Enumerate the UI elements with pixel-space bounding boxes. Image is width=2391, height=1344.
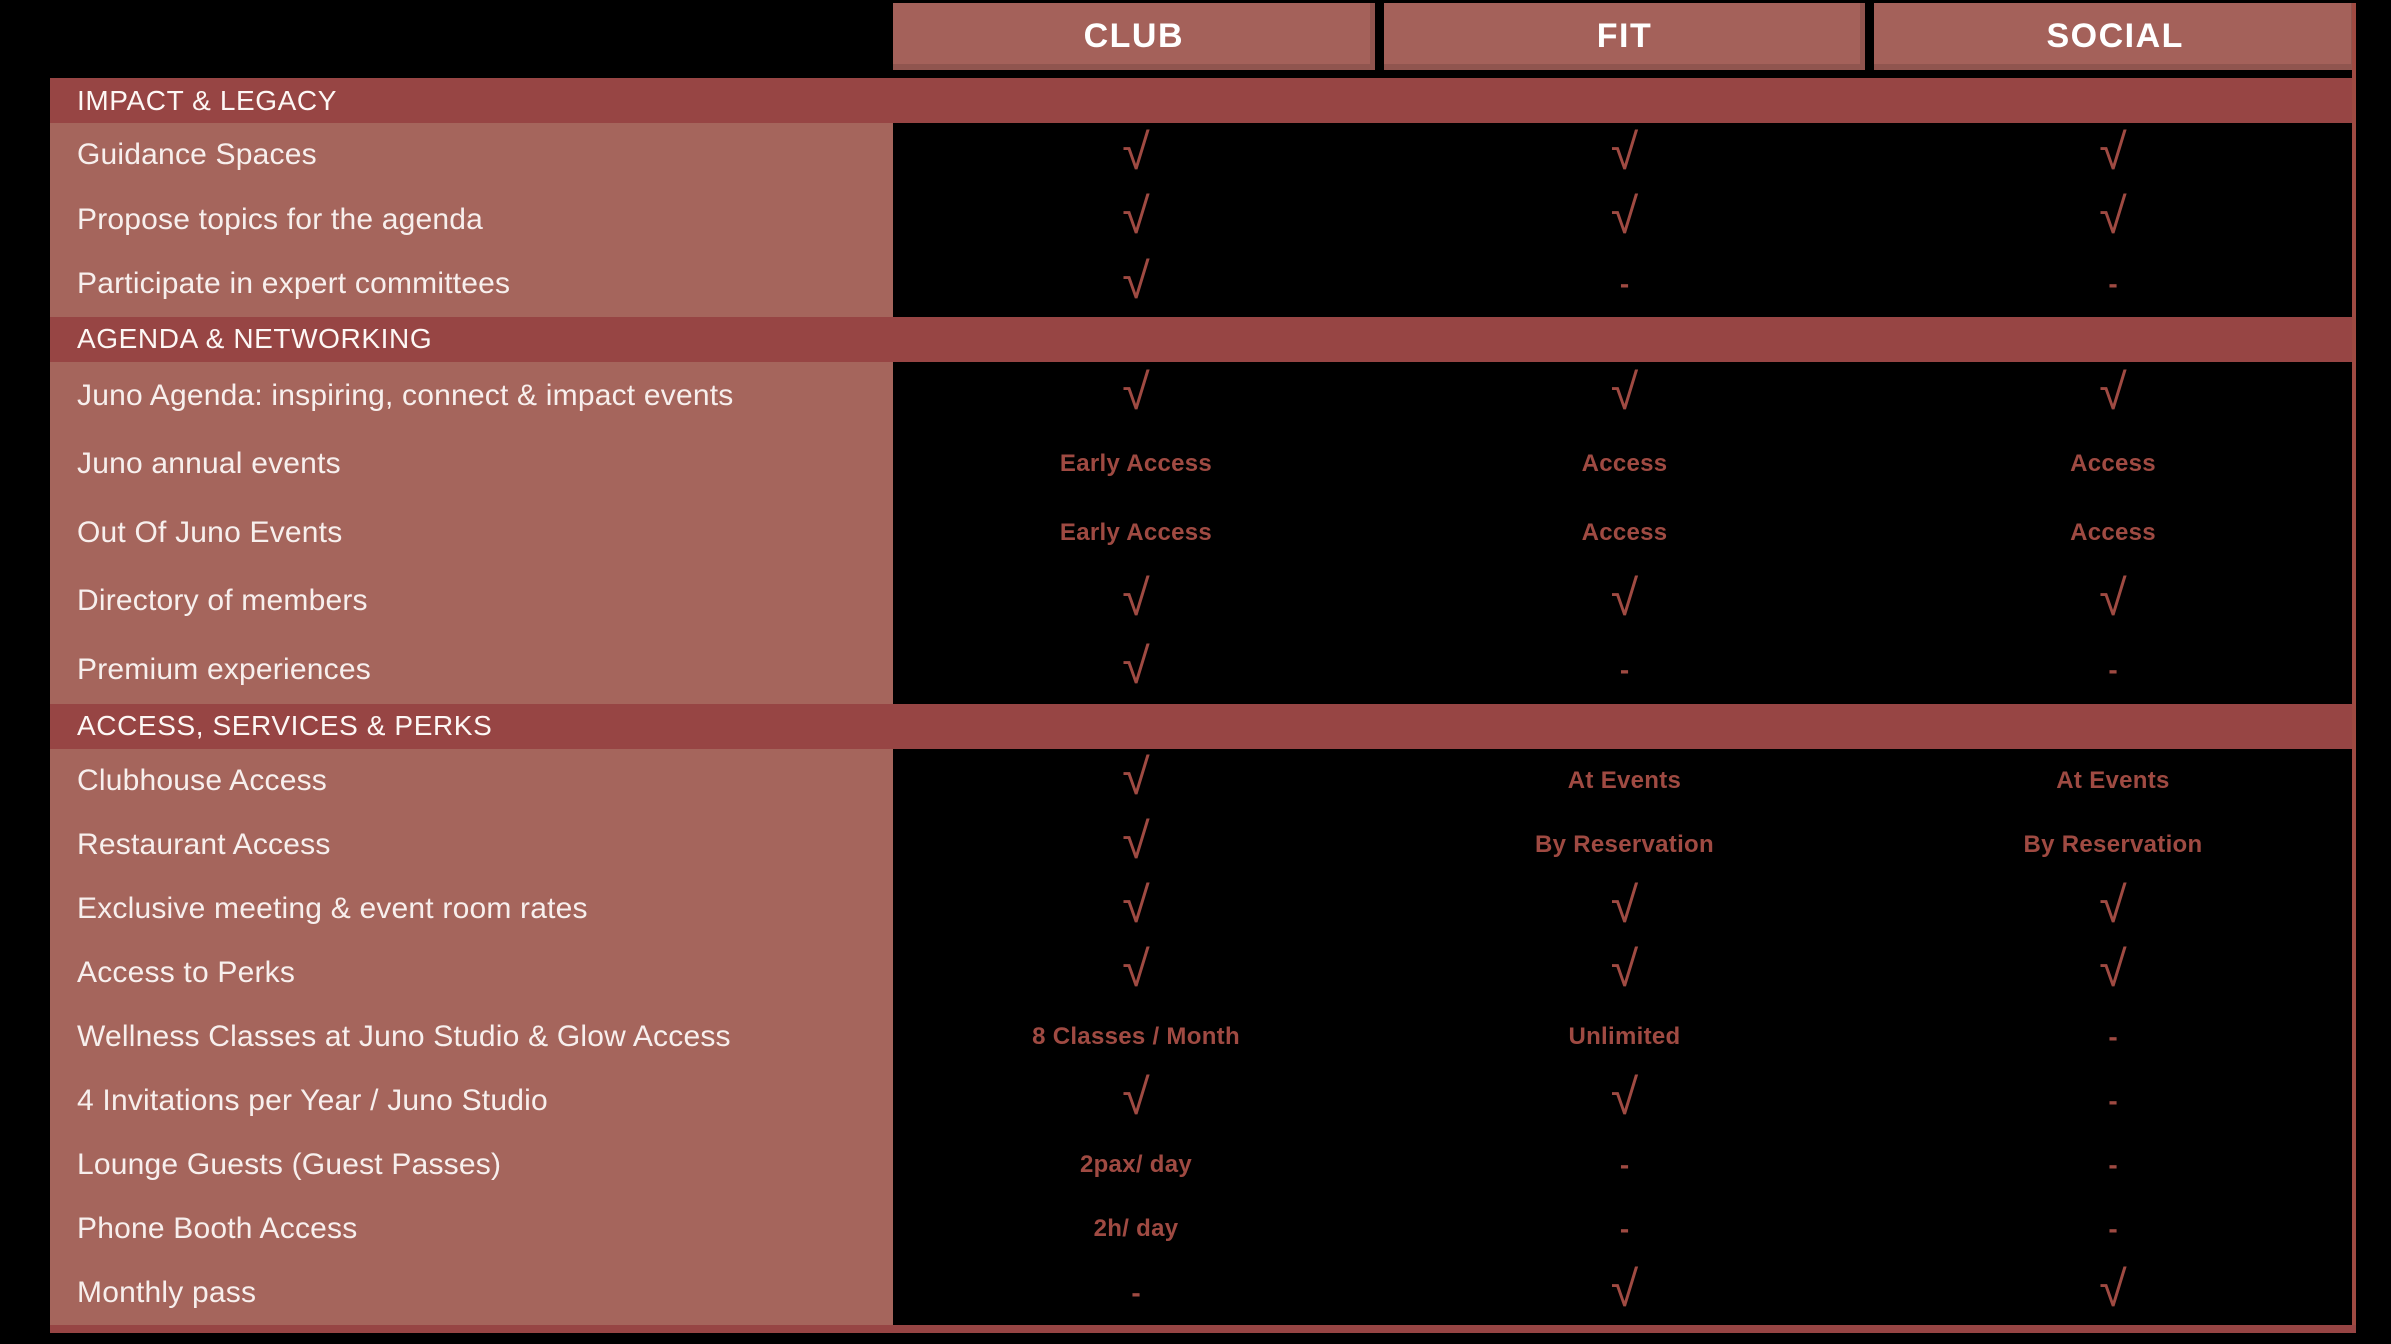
cell-value: Access xyxy=(1581,450,1668,478)
cell-value: 8 Classes / Month xyxy=(1032,1022,1240,1050)
table-row xyxy=(50,941,2356,1005)
table-row xyxy=(50,1069,2356,1133)
cell-club xyxy=(893,941,1379,1005)
check-icon: √ xyxy=(1122,569,1150,626)
row-label: Exclusive meeting & event room rates xyxy=(50,877,893,941)
cell-fit xyxy=(1379,813,1870,877)
row-label: Juno annual events xyxy=(50,430,893,498)
table-row xyxy=(50,1005,2356,1069)
dash-icon: - xyxy=(2108,1020,2118,1052)
cell-fit xyxy=(1379,877,1870,941)
cell-value: By Reservation xyxy=(2023,830,2203,858)
cell-club xyxy=(893,499,1379,567)
table-row xyxy=(50,1261,2356,1325)
cell-club xyxy=(893,877,1379,941)
cell-social xyxy=(1870,1133,2356,1197)
check-icon: √ xyxy=(1122,188,1150,245)
dash-icon: - xyxy=(2108,1084,2118,1116)
cell-fit xyxy=(1379,123,1870,188)
section-header: ACCESS, SERVICES & PERKS xyxy=(50,704,2356,749)
cell-fit xyxy=(1379,430,1870,498)
row-label: Juno Agenda: inspiring, connect & impact events xyxy=(50,362,893,430)
cell-club xyxy=(893,1069,1379,1133)
check-icon: √ xyxy=(1122,364,1150,421)
cell-club xyxy=(893,1261,1379,1325)
cell-social xyxy=(1870,813,2356,877)
table-row xyxy=(50,430,2356,498)
check-icon: √ xyxy=(1610,941,1639,998)
check-icon: √ xyxy=(1122,638,1150,695)
section-header: IMPACT & LEGACY xyxy=(50,78,2356,123)
cell-club xyxy=(893,188,1379,253)
check-icon: √ xyxy=(2099,364,2127,421)
table-bottom-border xyxy=(50,1325,2356,1333)
cell-value: By Reservation xyxy=(1535,830,1714,858)
cell-fit xyxy=(1379,1261,1870,1325)
dash-icon: - xyxy=(2108,653,2118,685)
check-icon: √ xyxy=(1122,877,1150,934)
dash-icon: - xyxy=(1131,1276,1141,1308)
table-row xyxy=(50,252,2356,317)
cell-fit xyxy=(1379,1133,1870,1197)
cell-value: 2pax/ day xyxy=(1079,1150,1193,1178)
table-section xyxy=(50,78,2356,317)
row-label: Directory of members xyxy=(50,567,893,635)
row-label: Guidance Spaces xyxy=(50,123,893,188)
row-label: 4 Invitations per Year / Juno Studio xyxy=(50,1069,893,1133)
check-icon: √ xyxy=(1610,188,1639,245)
column-header-social: SOCIAL xyxy=(1874,3,2356,70)
cell-social xyxy=(1870,188,2356,253)
cell-social xyxy=(1870,941,2356,1005)
row-label: Access to Perks xyxy=(50,941,893,1005)
check-icon: √ xyxy=(1610,364,1639,421)
row-label: Clubhouse Access xyxy=(50,749,893,813)
cell-fit xyxy=(1379,499,1870,567)
cell-club xyxy=(893,813,1379,877)
cell-social xyxy=(1870,252,2356,317)
cell-club xyxy=(893,1133,1379,1197)
cell-fit xyxy=(1379,567,1870,635)
cell-social xyxy=(1870,1005,2356,1069)
cell-social xyxy=(1870,123,2356,188)
cell-fit xyxy=(1379,188,1870,253)
cell-social xyxy=(1870,567,2356,635)
cell-club xyxy=(893,252,1379,317)
row-label: Restaurant Access xyxy=(50,813,893,877)
table-row xyxy=(50,635,2356,703)
check-icon: √ xyxy=(2099,188,2127,245)
cell-social xyxy=(1870,635,2356,703)
dash-icon: - xyxy=(1619,268,1630,300)
check-icon: √ xyxy=(1122,941,1150,998)
cell-club xyxy=(893,1197,1379,1261)
check-icon: √ xyxy=(1610,123,1639,180)
cell-social xyxy=(1870,499,2356,567)
row-label: Out Of Juno Events xyxy=(50,499,893,567)
cell-fit xyxy=(1379,1197,1870,1261)
cell-value: Unlimited xyxy=(1568,1022,1681,1050)
dash-icon: - xyxy=(1619,653,1630,685)
row-label: Phone Booth Access xyxy=(50,1197,893,1261)
cell-social xyxy=(1870,1069,2356,1133)
dash-icon: - xyxy=(2108,1212,2118,1244)
cell-fit xyxy=(1379,941,1870,1005)
dash-icon: - xyxy=(2108,268,2118,300)
cell-value: Early Access xyxy=(1059,518,1213,546)
table-section xyxy=(50,317,2356,704)
plan-header-row xyxy=(893,3,2356,70)
cell-fit xyxy=(1379,362,1870,430)
check-icon: √ xyxy=(1610,1069,1639,1126)
table-row xyxy=(50,813,2356,877)
cell-club xyxy=(893,430,1379,498)
cell-social xyxy=(1870,362,2356,430)
table-section xyxy=(50,704,2356,1325)
cell-value: At Events xyxy=(1567,766,1682,794)
cell-value: Access xyxy=(2070,518,2156,546)
table-body xyxy=(50,78,2356,1325)
check-icon: √ xyxy=(1610,877,1639,934)
check-icon: √ xyxy=(1610,569,1639,626)
check-icon: √ xyxy=(2099,1261,2127,1318)
cell-club xyxy=(893,1005,1379,1069)
cell-value: Early Access xyxy=(1059,450,1213,478)
dash-icon: - xyxy=(2108,1148,2118,1180)
check-icon: √ xyxy=(1122,813,1150,870)
row-label: Propose topics for the agenda xyxy=(50,188,893,253)
section-header: AGENDA & NETWORKING xyxy=(50,317,2356,362)
check-icon: √ xyxy=(2099,123,2127,180)
dash-icon: - xyxy=(1619,1212,1630,1244)
table-row xyxy=(50,567,2356,635)
cell-social xyxy=(1870,1261,2356,1325)
cell-club xyxy=(893,749,1379,813)
table-row xyxy=(50,749,2356,813)
check-icon: √ xyxy=(2099,877,2127,934)
cell-fit xyxy=(1379,1005,1870,1069)
cell-club xyxy=(893,635,1379,703)
cell-value: At Events xyxy=(2056,766,2170,794)
row-label: Participate in expert committees xyxy=(50,252,893,317)
table-frame xyxy=(50,0,2356,1344)
table-row xyxy=(50,188,2356,253)
cell-value: 2h/ day xyxy=(1093,1214,1179,1242)
check-icon: √ xyxy=(2099,569,2127,626)
check-icon: √ xyxy=(1122,123,1150,180)
row-label: Monthly pass xyxy=(50,1261,893,1325)
table-row xyxy=(50,362,2356,430)
row-label: Lounge Guests (Guest Passes) xyxy=(50,1133,893,1197)
cell-club xyxy=(893,123,1379,188)
row-label: Wellness Classes at Juno Studio & Glow Access xyxy=(50,1005,893,1069)
check-icon: √ xyxy=(1122,252,1150,309)
cell-value: Access xyxy=(2070,450,2156,478)
dash-icon: - xyxy=(1619,1148,1630,1180)
table-row xyxy=(50,123,2356,188)
table-row xyxy=(50,1197,2356,1261)
cell-social xyxy=(1870,430,2356,498)
column-header-club: CLUB xyxy=(893,3,1375,70)
table-row xyxy=(50,877,2356,941)
cell-social xyxy=(1870,1197,2356,1261)
table-row xyxy=(50,499,2356,567)
cell-fit xyxy=(1379,635,1870,703)
table-row xyxy=(50,1133,2356,1197)
cell-value: Access xyxy=(1581,518,1668,546)
column-header-fit: FIT xyxy=(1384,3,1866,70)
check-icon: √ xyxy=(1610,1261,1639,1318)
cell-club xyxy=(893,362,1379,430)
cell-fit xyxy=(1379,252,1870,317)
table-right-border xyxy=(2352,3,2356,1333)
cell-social xyxy=(1870,749,2356,813)
cell-club xyxy=(893,567,1379,635)
cell-social xyxy=(1870,877,2356,941)
cell-fit xyxy=(1379,749,1870,813)
check-icon: √ xyxy=(2099,941,2127,998)
check-icon: √ xyxy=(1122,749,1150,806)
cell-fit xyxy=(1379,1069,1870,1133)
row-label: Premium experiences xyxy=(50,635,893,703)
check-icon: √ xyxy=(1122,1069,1150,1126)
